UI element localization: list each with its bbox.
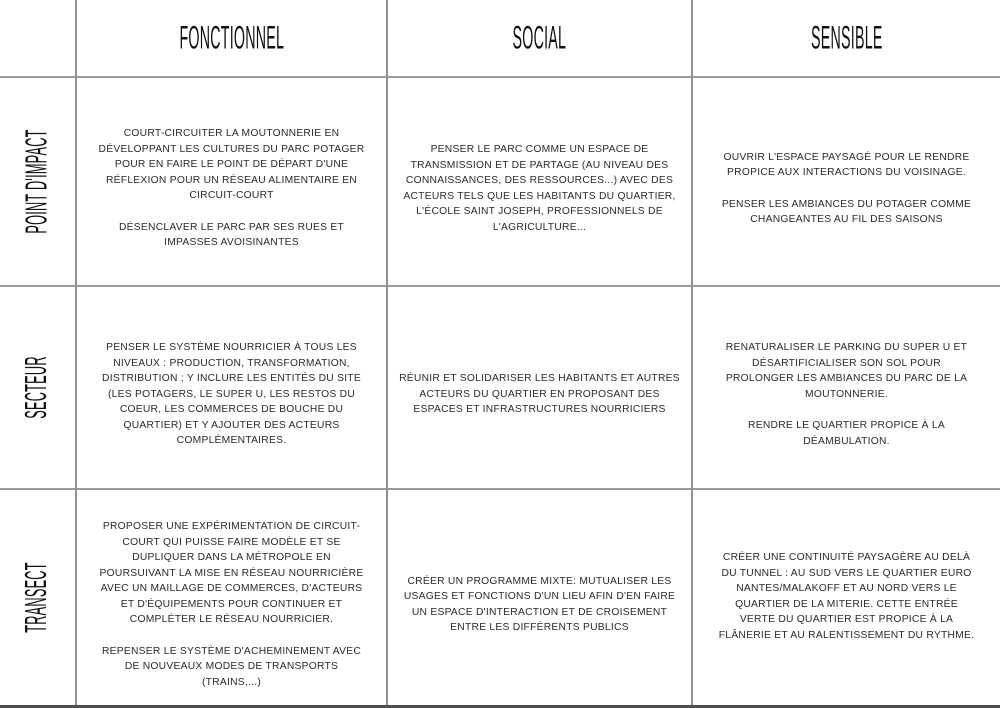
column-header-label: SOCIAL: [512, 19, 567, 56]
cell-paragraph: CRÉER UNE CONTINUITÉ PAYSAGÈRE AU DELÀ DU TUNNEL : AU SUD VERS LE QUARTIER EURO NANTES/MALAKOFF ET AU NORD VERS LE QUARTIER DE LA MITERIE. CETTE ENTRÉE VERTE DU QUARTIER EST PROPICE À LA FLÂNERIE ET AU RALENTISSEMENT DU RYTHME.: [718, 552, 975, 641]
column-header-sensible: [691, 0, 1000, 76]
column-header-social: [386, 0, 691, 76]
cell-paragraph: OUVRIR L'ESPACE PAYSAGÉ POUR LE RENDRE PROPICE AUX INTERACTIONS DU VOISINAGE.: [723, 151, 970, 178]
cell-point-dimpact-sensible: [691, 76, 1000, 285]
cell-secteur-fonctionnel: [75, 285, 386, 488]
row-header-point-dimpact: [0, 76, 75, 285]
cell-paragraph: CRÉER UN PROGRAMME MIXTE: MUTUALISER LES USAGES ET FONCTIONS D'UN LIEU AFIN D'EN FAIRE UN ESPACE D'INTERACTION ET DE CROISEMENT ENTRE LES DIFFÉRENTS PUBLICS: [403, 575, 676, 633]
cell-point-dimpact-social: [386, 76, 691, 285]
row-header-label: POINT D'IMPACT: [20, 129, 54, 234]
column-header-label: SENSIBLE: [810, 19, 883, 56]
cell-transect-sensible: [691, 488, 1000, 705]
cell-paragraph: REPENSER LE SYSTÈME D'ACHEMINEMENT AVEC DE NOUVEAUX MODES DE TRANSPORTS (TRAINS,...): [101, 645, 362, 688]
cell-transect-social: [386, 488, 691, 705]
cell-paragraph: RENDRE LE QUARTIER PROPICE À LA DÉAMBULATION.: [748, 420, 945, 447]
row-header-label: SECTEUR: [20, 356, 54, 419]
corner-cell: [0, 0, 75, 76]
cell-secteur-sensible: [691, 285, 1000, 488]
column-header-label: FONCTIONNEL: [179, 19, 284, 56]
row-header-secteur: [0, 285, 75, 488]
cell-point-dimpact-fonctionnel: [75, 76, 386, 285]
cell-paragraph: PROPOSER UNE EXPÉRIMENTATION DE CIRCUIT-COURT QUI PUISSE FAIRE MODÈLE ET SE DUPLIQUER DANS LA MÉTROPOLE EN POURSUIVANT LA MISE EN RÉSEAU NOURRICIÈRE AVEC UN MAILLAGE DE COMMERCES, D'ACTEURS ET D'ÉQUIPEMENTS POUR CONTINUER ET COMPLÉTER LE RÉSEAU NOURRICIER.: [99, 521, 364, 625]
cell-paragraph: PENSER LE PARC COMME UN ESPACE DE TRANSMISSION ET DE PARTAGE (AU NIVEAU DES CONNAISSANCES, DES RESSOURCES...) AVEC DES ACTEURS TELS QUE LES HABITANTS DU QUARTIER, L'ÉCOLE SAINT JOSEPH, PROFESSIONNELS DE L'AGRICULTURE...: [403, 144, 676, 233]
cell-paragraph: COURT-CIRCUITER LA MOUTONNERIE EN DÉVELOPPANT LES CULTURES DU PARC POTAGER POUR EN FAIRE LE POINT DE DÉPART D'UNE RÉFLEXION POUR UN RÉSEAU ALIMENTAIRE EN CIRCUIT-COURT: [98, 128, 365, 202]
cell-paragraph: RENATURALISER LE PARKING DU SUPER U ET DÉSARTIFICIALISER SON SOL POUR PROLONGER LES AMBIANCES DU PARC DE LA MOUTONNERIE.: [725, 342, 968, 400]
cell-secteur-social: [386, 285, 691, 488]
cell-paragraph: PENSER LES AMBIANCES DU POTAGER COMME CHANGEANTES AU FIL DES SAISONS: [721, 198, 972, 225]
row-header-label: TRANSECT: [20, 562, 54, 633]
cell-transect-fonctionnel: [75, 488, 386, 705]
cell-paragraph: DÉSENCLAVER LE PARC PAR SES RUES ET IMPASSES AVOISINANTES: [118, 221, 345, 249]
row-header-transect: [0, 488, 75, 705]
cell-paragraph: RÉUNIR ET SOLIDARISER LES HABITANTS ET AUTRES ACTEURS DU QUARTIER EN PROPOSANT DES ESPACES ET INFRASTRUCTURES NOURRICIERS: [399, 373, 680, 416]
column-header-fonctionnel: [75, 0, 386, 76]
cell-paragraph: PENSER LE SYSTÈME NOURRICIER À TOUS LES NIVEAUX : PRODUCTION, TRANSFORMATION, DISTRIBUTION ; Y INCLURE LES ENTITÉS DU SITE (LES POTAGERS, LE SUPER U, LES RESTOS DU COEUR, LES COMMERCES DE BOUCHE DU QUARTIER) ET Y AJOUTER DES ACTEURS COMPLÉMENTAIRES.: [102, 342, 361, 447]
